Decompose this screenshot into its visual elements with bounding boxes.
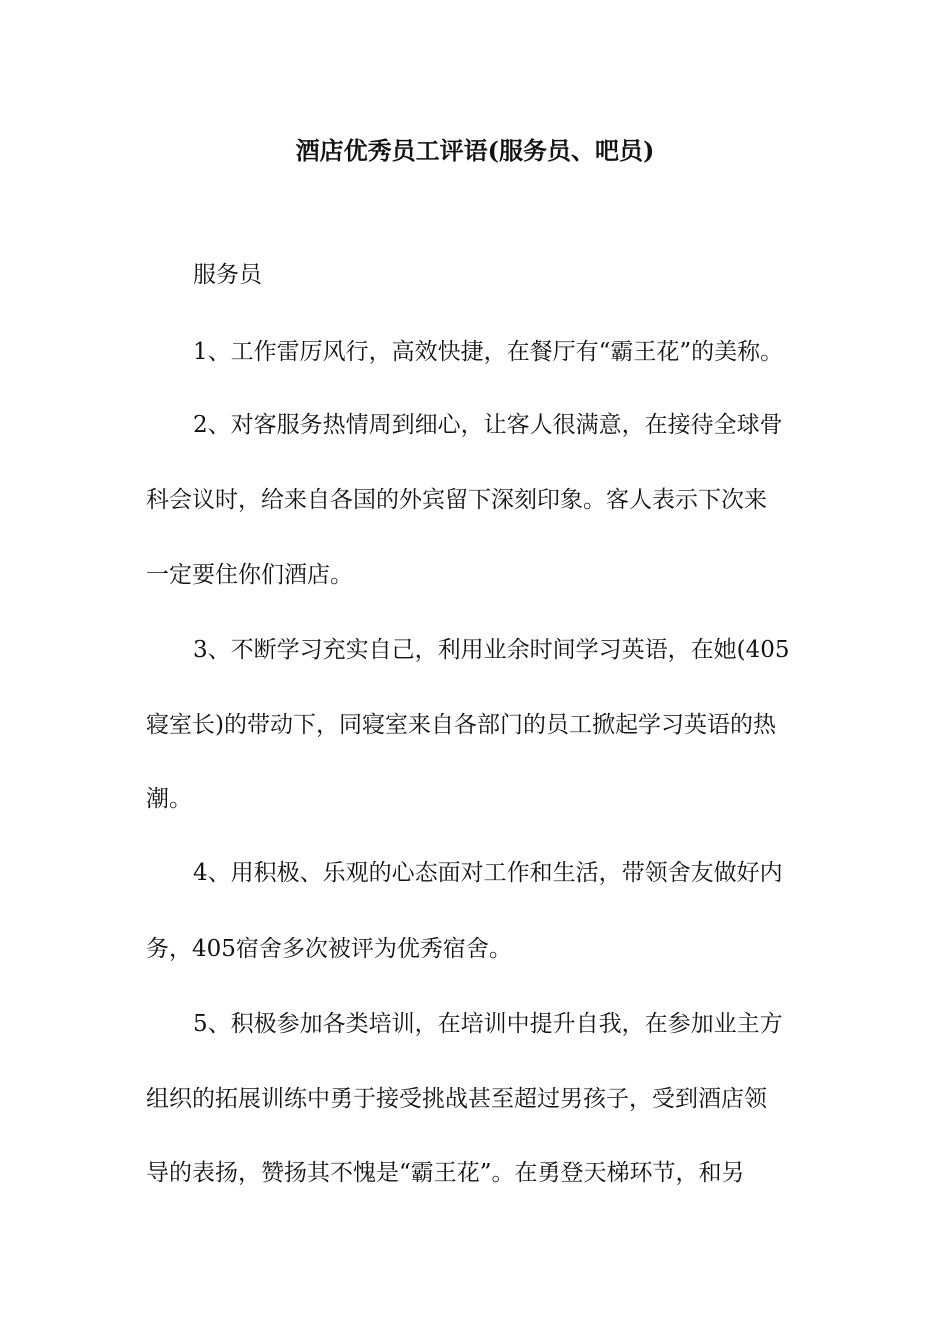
paragraph-line: 1、工作雷厉风行，高效快捷，在餐厅有“霸王花”的美称。: [193, 339, 784, 365]
paragraph-line: 科会议时，给来自各国的外宾留下深刻印象。客人表示下次来: [146, 487, 767, 513]
paragraph-line: 组织的拓展训练中勇于接受挑战甚至超过男孩子，受到酒店领: [146, 1086, 767, 1112]
paragraph-line: 2、对客服务热情周到细心，让客人很满意，在接待全球骨: [193, 412, 783, 438]
paragraph-line: 导的表扬，赞扬其不愧是“霸王花”。在勇登天梯环节，和另: [146, 1160, 745, 1186]
paragraph-line: 4、用积极、乐观的心态面对工作和生活，带领舍友做好内: [193, 860, 783, 886]
document-title: 酒店优秀员工评语(服务员、吧员): [295, 136, 655, 165]
paragraph-line: 潮。: [146, 786, 192, 812]
section-heading: 服务员: [193, 262, 262, 288]
paragraph-line: 务，405宿舍多次被评为优秀宿舍。: [146, 936, 512, 962]
paragraph-line: 3、不断学习充实自己，利用业余时间学习英语，在她(405: [193, 637, 790, 663]
paragraph-line: 5、积极参加各类培训，在培训中提升自我，在参加业主方: [193, 1011, 783, 1037]
paragraph-line: 一定要住你们酒店。: [146, 562, 353, 588]
paragraph-line: 寝室长)的带动下，同寝室来自各部门的员工掀起学习英语的热: [146, 712, 776, 738]
